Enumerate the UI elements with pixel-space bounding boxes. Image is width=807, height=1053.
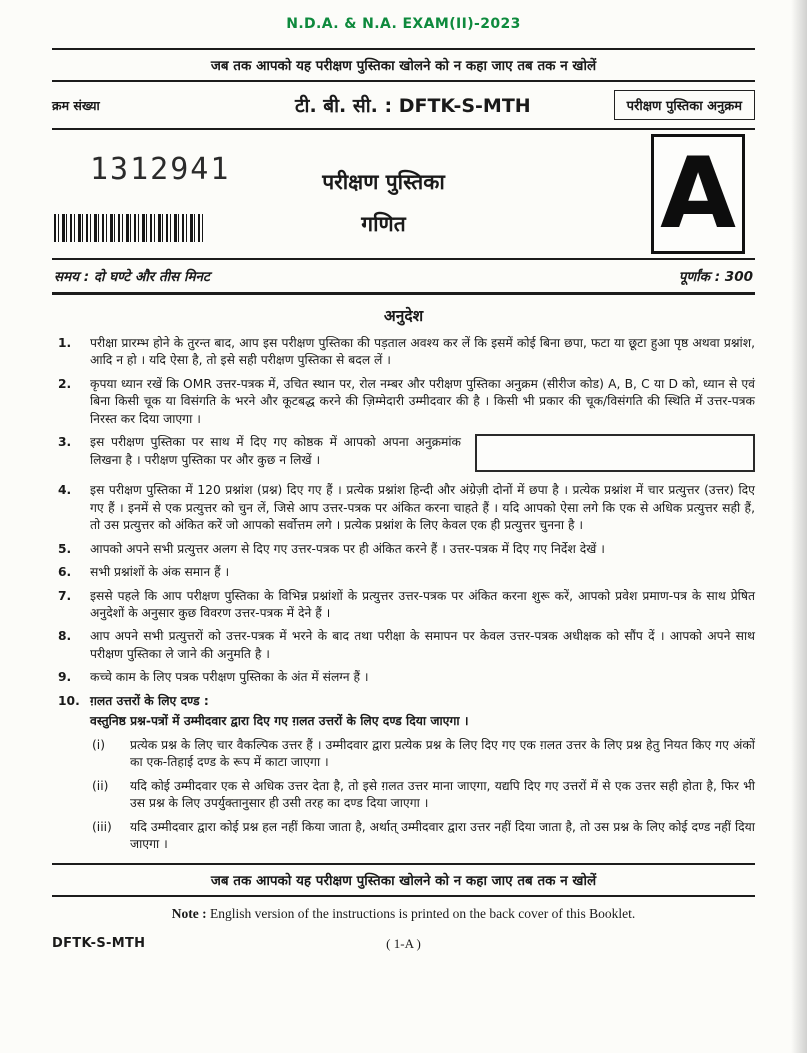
instruction-item-9 — [52, 669, 755, 686]
instruction-text: सभी प्रश्नांशों के अंक समान हैं । — [90, 565, 230, 580]
note-line — [52, 906, 755, 922]
roll-number-box — [475, 434, 755, 472]
time-allowed: समय : दो घण्टे और तीस मिनट — [54, 269, 210, 285]
instruction-number: 9. — [58, 670, 72, 685]
instruction-text: आप अपने सभी प्रत्युत्तरों को उत्तर-पत्रक में भरने के बाद तथा परीक्षा के समापन पर केवल उत्तर-पत्रक अधीक्षक को सौंप दें । आपको अपने साथ परीक्षण पुस्तिका ले जाने की अनुमति है । — [90, 629, 755, 661]
instruction-text: इस परीक्षण पुस्तिका में 120 प्रश्नांश (प्रश्न) दिए गए हैं । प्रत्येक प्रश्नांश हिन्दी और अंग्रेज़ी दोनों में छपा है । प्रत्येक प्रश्नांश में चार प्रत्युत्तर (उत्तर) दिए गए हैं । इनमें से एक प्रत्युत्तर को चुन लें, जिसे आप उत्तर-पत्रक पर अंकित करना चाहते हैं । यदि आपको ऐसा लगे कि एक से अधिक प्रत्युत्तर सही हैं, तो उस प्रत्युत्तर को अंकित करें जो आपको सर्वोत्तम लगे । प्रत्येक प्रश्नांश के लिए केवल एक ही प्रत्युत्तर चुनना है । — [90, 483, 755, 533]
subitem-text: यदि कोई उम्मीदवार एक से अधिक उत्तर देता है, तो इसे ग़लत उत्तर माना जाएगा, यद्यपि दिए गए उत्तरों में से एक उत्तर सही होता है, फिर भी उस प्रश्न के लिए उपर्युक्तानुसार ही उसी तरह का दण्ड दिया जाएगा । — [130, 778, 755, 811]
series-letter: A — [660, 137, 736, 251]
instruction-item-5 — [52, 541, 755, 558]
warning-text-top: जब तक आपको यह परीक्षण पुस्तिका खोलने को न कहा जाए तब तक न खोलें — [210, 58, 597, 74]
instruction-text — [90, 434, 755, 476]
series-letter-box — [651, 134, 745, 254]
instruction-text: कृपया ध्यान रखें कि OMR उत्तर-पत्रक में, उचित स्थान पर, रोल नम्बर और परीक्षण पुस्तिका अनुक्रम (सीरीज कोड) A, B, C या D को, ध्यान से एवं बिना किसी चूक या विसंगति के भरने और कूटबद्ध करने की ज़िम्मेदारी उम्मीदवार की है । किसी भी प्रकार की चूक/विसंगति की स्थिति में उत्तर-पत्रक निरस्त कर दिया जाएगा । — [90, 376, 755, 426]
instruction-number: 10. — [58, 693, 80, 708]
serial-number: 1312941 — [90, 152, 231, 187]
warning-text-bottom: जब तक आपको यह परीक्षण पुस्तिका खोलने को न कहा जाए तब तक न खोलें — [210, 873, 597, 890]
instruction-text — [90, 693, 755, 854]
instruction-item-10 — [52, 693, 755, 854]
instruction-item-6 — [52, 564, 755, 581]
penalty-subitem-ii — [90, 778, 755, 813]
warning-band-bottom — [52, 863, 755, 897]
instruction-number: 8. — [58, 629, 72, 644]
warning-band-top — [52, 48, 755, 82]
instructions-heading: अनुदेश — [383, 307, 424, 325]
penalty-title: ग़लत उत्तरों के लिए दण्ड : — [90, 693, 209, 708]
instruction-number: 6. — [58, 565, 72, 580]
instruction-number: 2. — [58, 376, 72, 391]
exam-title: N.D.A. & N.A. EXAM(II)-2023 — [286, 16, 521, 32]
subitem-number: (i) — [92, 737, 106, 752]
instruction-item-3 — [52, 434, 755, 476]
instruction-item-4 — [52, 482, 755, 534]
maximum-marks: पूर्णांक : 300 — [678, 269, 753, 285]
subitem-number: (ii) — [92, 778, 109, 793]
test-booklet-code: टी. बी. सी. : DFTK-S-MTH — [294, 95, 531, 117]
instruction-item-7 — [52, 588, 755, 623]
serial-number-label: क्रम संख्या — [52, 97, 100, 113]
penalty-intro: वस्तुनिष्ठ प्रश्न-पत्रों में उम्मीदवार द्वारा दिए गए ग़लत उत्तरों के लिए दण्ड दिया जाएगा । — [90, 714, 469, 729]
footer-booklet-code: DFTK-S-MTH — [52, 936, 146, 952]
booklet-title: परीक्षण पुस्तिका — [322, 170, 445, 194]
penalty-subitem-i — [90, 737, 755, 772]
header-row — [52, 82, 755, 130]
subitem-text: यदि उम्मीदवार द्वारा कोई प्रश्न हल नहीं किया जाता है, अर्थात् उम्मीदवार द्वारा उत्तर नहीं दिया जाता है, तो उस प्रश्न के लिए कोई दण्ड नहीं दिया जाएगा । — [130, 819, 755, 851]
instruction-text: कच्चे काम के लिए पत्रक परीक्षण पुस्तिका के अंत में संलग्न हैं । — [90, 670, 369, 685]
instruction-item-1 — [52, 335, 755, 370]
footer-page-marker: ( 1-A ) — [386, 936, 421, 952]
note-label: Note : — [171, 906, 207, 922]
instruction-item-2 — [52, 376, 755, 428]
title-band — [52, 130, 755, 260]
instruction-text: इससे पहले कि आप परीक्षण पुस्तिका के विभिन्न प्रश्नांशों के प्रत्युत्तर उत्तर-पत्रक पर अंकित करना शुरू करें, आपको प्रवेश प्रमाण-पत्र के साथ प्रेषित अनुदेशों के अनुसार कुछ विवरण उत्तर-पत्रक में देने हैं । — [90, 588, 755, 620]
instruction-text-content: इस परीक्षण पुस्तिका पर साथ में दिए गए कोष्ठक में आपको अपना अनुक्रमांक लिखना है । परीक्षण पुस्तिका पर और कुछ न लिखें । — [90, 435, 461, 467]
time-marks-row — [52, 260, 755, 295]
footer-row — [52, 936, 755, 956]
penalty-subitem-iii — [90, 819, 755, 854]
instruction-number: 3. — [58, 435, 72, 450]
instruction-number: 7. — [58, 588, 72, 603]
subitem-number: (iii) — [92, 819, 112, 834]
note-text: English version of the instructions is printed on the back cover of this Booklet. — [206, 906, 636, 922]
booklet-titles — [172, 168, 595, 238]
instruction-item-8 — [52, 628, 755, 663]
subitem-text: प्रत्येक प्रश्न के लिए चार वैकल्पिक उत्तर हैं । उम्मीदवार द्वारा प्रत्येक प्रश्न के लिए दिए गए एक ग़लत उत्तर के लिए प्रश्न हेतु नियत किए गए अंकों का एक-तिहाई दण्ड के रूप में काटा जाएगा । — [130, 737, 755, 770]
instruction-number: 1. — [58, 336, 72, 350]
instructions-list — [52, 335, 755, 853]
instruction-text: आपको अपने सभी प्रत्युत्तर अलग से दिए गए उत्तर-पत्रक पर ही अंकित करने हैं । उत्तर-पत्रक में दिए गए निर्देश देखें । — [90, 541, 605, 556]
series-label-box: परीक्षण पुस्तिका अनुक्रम — [614, 90, 755, 120]
instruction-number: 5. — [58, 541, 72, 556]
instruction-text: परीक्षा प्रारम्भ होने के तुरन्त बाद, आप इस परीक्षण पुस्तिका की पड़ताल अवश्य कर लें कि इसमें कोई बिना छपा, फटा या छूटा हुआ पृष्ठ अथवा प्रश्नांश, आदि न हो । यदि ऐसा है, तो इसे सही परीक्षण पुस्तिका से बदल लें । — [90, 336, 755, 368]
subject-title: गणित — [361, 212, 406, 236]
instruction-number: 4. — [58, 483, 72, 498]
